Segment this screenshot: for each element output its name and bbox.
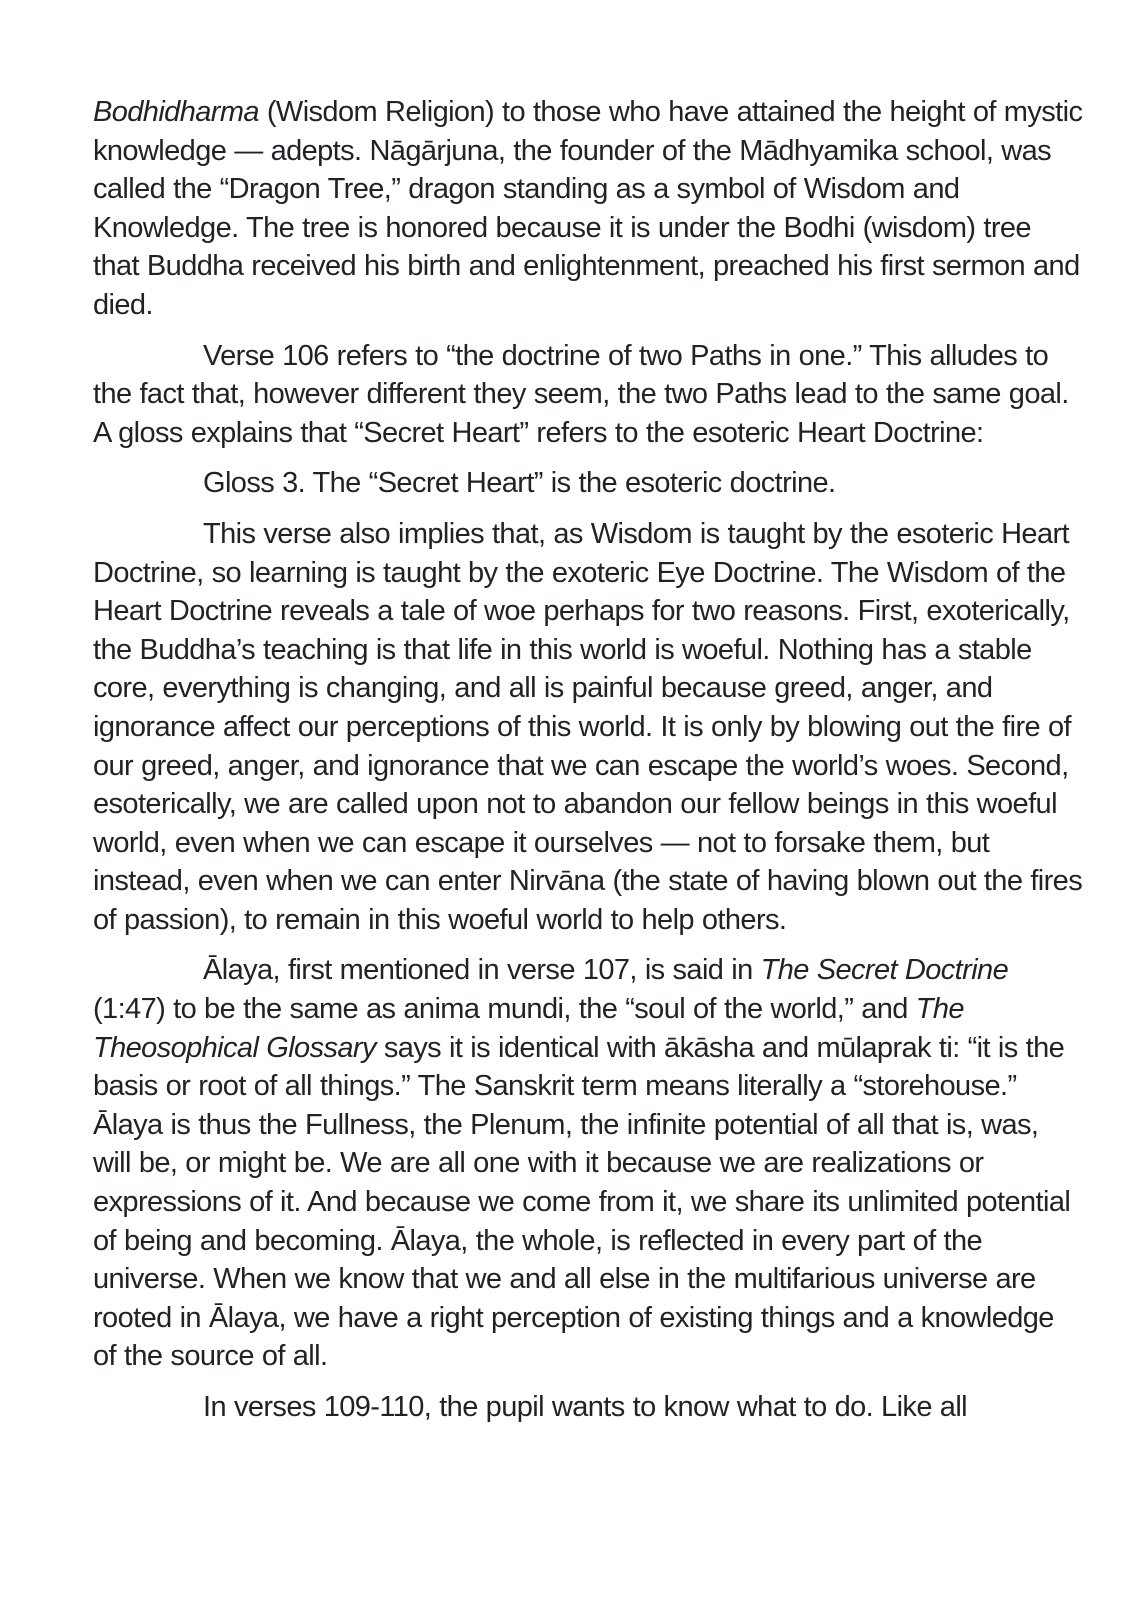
paragraph-verses-109-110 xyxy=(93,1388,1083,1427)
paragraph-bodhidharma xyxy=(93,93,1083,325)
book-title-italic: The Theosophical Glossary xyxy=(93,993,964,1064)
body-text xyxy=(93,93,1083,1427)
paragraph-text: In verses 109-110, the pupil wants to know what to do. Like all xyxy=(203,1391,968,1423)
paragraph-text: Verse 106 refers to “the doctrine of two Paths in one.” This alludes to the fact that, however different they seem, the two Paths lead to the same goal. A gloss explains that “Secret Heart” refers to the esoteric Heart Doctrine: xyxy=(93,339,1069,449)
italic-term: Bodhidharma xyxy=(93,96,259,128)
paragraph-heart-doctrine xyxy=(93,515,1083,940)
paragraph-text: This verse also implies that, as Wisdom is taught by the esoteric Heart Doctrine, so learning is taught by the exoteric Eye Doctrine. The Wisdom of the Heart Doctrine reveals a tale of woe perhaps for two reasons. First, exoterically, the Buddha’s teaching is that life in this world is woeful. Nothing has a stable core, everything is changing, and all is painful because greed, anger, and ignorance affect our perceptions of this world. It is only by blowing out the fire of our greed, anger, and ignorance that we can escape the world’s woes. Second, esoterically, we are called upon not to abandon our fellow beings in this woeful world, even when we can escape it ourselves — not to forsake them, but instead, even when we can enter Nirvāna (the state of having blown out the fires of passion), to remain in this woeful world to help others. xyxy=(93,517,1083,936)
paragraph-verse-106 xyxy=(93,337,1083,453)
paragraph-text: (1:47) to be the same as anima mundi, the “soul of the world,” and xyxy=(93,993,916,1026)
gloss-text: Gloss 3. The “Secret Heart” is the esoteric doctrine. xyxy=(203,467,836,500)
paragraph-text: Ālaya, first mentioned in verse 107, is said in xyxy=(203,954,761,987)
book-title-italic: The Secret Doctrine xyxy=(760,954,1009,987)
paragraph-text: (Wisdom Religion) to those who have attained the height of mystic knowledge — adepts. Nāgārjuna, the founder of the Mādhyamika school, was called the “Dragon Tree,” dragon standing as a symbol of Wisdom and Knowledge. The tree is honored because it is under the Bodhi (wisdom) tree that Buddha received his birth and enlightenment, preached his first sermon and died. xyxy=(93,96,1083,321)
paragraph-text: says it is identical with ākāsha and mūlaprak ti: “it is the basis or root of all things.” The Sanskrit term means literally a “storehouse.” Ālaya is thus the Fullness, the Plenum, the infinite potential of all that is, was, will be, or might be. We are all one with it because we are realizations or expressions of it. And because we come from it, we share its unlimited potential of being and becoming. Ālaya, the whole, is reflected in every part of the universe. When we know that we and all else in the multifarious universe are rooted in Ālaya, we have a right perception of existing things and a knowledge of the source of all. xyxy=(93,1031,1071,1373)
paragraph-alaya xyxy=(93,951,1083,1376)
paragraph-gloss-3 xyxy=(93,464,1083,503)
